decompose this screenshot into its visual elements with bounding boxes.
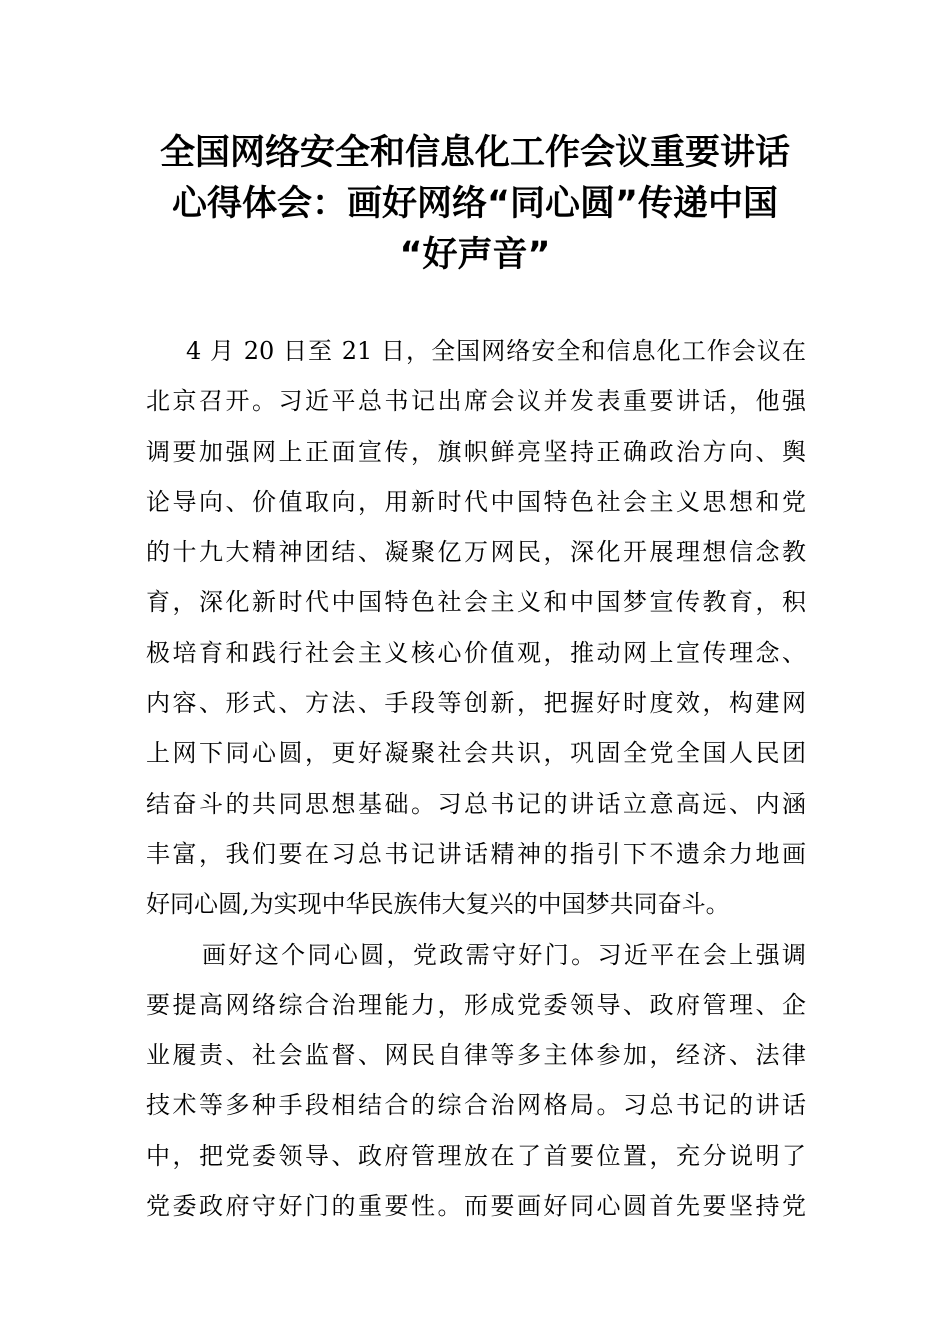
paragraph [146,930,806,1232]
paragraph-line: 丰富，我们要在习总书记讲话精神的指引下不遗余力地画 [146,839,806,868]
paragraph-line: 结奋斗的共同思想基础。习总书记的讲话立意高远、内涵 [146,789,806,818]
paragraph-line: 内容、形式、方法、手段等创新，把握好时度效，构建网 [146,689,806,718]
paragraph-line: 党委政府守好门的重要性。而要画好同心圆首先要坚持党 [146,1192,806,1221]
paragraph-line: 的十九大精神团结、凝聚亿万网民，深化开展理想信念教 [146,538,806,567]
paragraph-line: 论导向、价值取向，用新时代中国特色社会主义思想和党 [146,487,806,516]
paragraph-line: 中，把党委领导、政府管理放在了首要位置，充分说明了 [146,1141,806,1170]
paragraph-line: 要提高网络综合治理能力，形成党委领导、政府管理、企 [146,990,806,1019]
title-line: 心得体会：画好网络“同心圆”传递中国 [171,184,778,224]
paragraph-line: 画好这个同心圆，党政需守好门。习近平在会上强调 [202,940,806,969]
paragraph-line: 极培育和践行社会主义核心价值观，推动网上宣传理念、 [146,638,806,667]
paragraph-line: 4 月 20 日至 21 日，全国网络安全和信息化工作会议在 [186,337,806,365]
document-body [146,326,806,1231]
paragraph-line: 育，深化新时代中国特色社会主义和中国梦宣传教育，积 [146,588,806,617]
title-line: 全国网络安全和信息化工作会议重要讲话 [159,133,790,173]
paragraph-line: 北京召开。习近平总书记出席会议并发表重要讲话，他强 [146,387,806,416]
paragraph-line: 上网下同心圆，更好凝聚社会共识，巩固全党全国人民团 [146,739,806,768]
paragraph-line: 好同心圆,为实现中华民族伟大复兴的中国梦共同奋斗。 [146,890,730,919]
paragraph [146,326,806,930]
document-title [150,128,800,281]
paragraph-line: 技术等多种手段相结合的综合治网格局。习总书记的讲话 [146,1091,806,1120]
paragraph-line: 业履责、社会监督、网民自律等多主体参加，经济、法律 [146,1041,806,1070]
title-line: “好声音” [399,235,551,275]
paragraph-line: 调要加强网上正面宣传，旗帜鲜亮坚持正确政治方向、舆 [146,437,806,466]
